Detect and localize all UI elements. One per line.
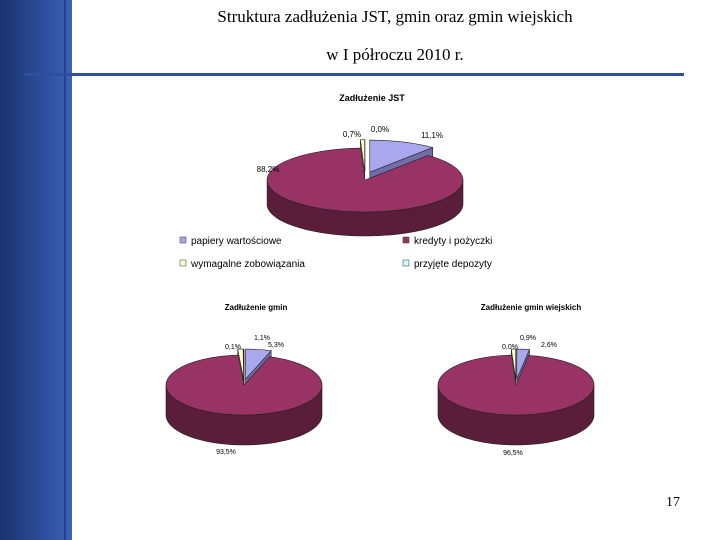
data-label: 0,1% (225, 344, 241, 351)
data-label: 0,0% (370, 125, 390, 134)
data-label: 0,0% (502, 344, 518, 351)
legend (180, 236, 492, 270)
legend-label-wymagalne: wymagalne zobowiązania (191, 259, 305, 270)
legend-label-papiery: papiery wartościowe (191, 236, 282, 247)
data-label: 88,2% (256, 165, 280, 174)
legend-swatch-wymagalne (180, 260, 186, 266)
data-label: 0,7% (342, 130, 362, 139)
pie-gmin (166, 349, 322, 445)
data-label: 11,1% (420, 131, 444, 140)
data-label: 1,1% (254, 335, 270, 342)
legend-swatch-papiery (180, 237, 186, 243)
chart-title: Zadłużenie gmin wiejskich (480, 303, 582, 312)
chart-title: Zadłużenie JST (339, 93, 405, 103)
data-label: 93,5% (216, 449, 236, 456)
chart-title: Zadłużenie gmin (224, 303, 288, 312)
data-label: 5,3% (268, 342, 284, 349)
legend-label-kredyty: kredyty i pożyczki (414, 236, 493, 247)
data-label: 0,9% (520, 335, 536, 342)
pie-jst (267, 140, 463, 236)
data-label: 96,5% (503, 450, 523, 457)
slide-subtitle: w I półroczu 2010 r. (326, 45, 464, 64)
data-label: 2,6% (541, 342, 557, 349)
legend-swatch-kredyty (403, 237, 409, 243)
legend-swatch-depozyty (403, 260, 409, 266)
page-number: 17 (666, 495, 680, 510)
pie-gmin-wiejskich (438, 349, 594, 445)
slide-title: Struktura zadłużenia JST, gmin oraz gmin wiejskich (217, 7, 573, 26)
legend-label-depozyty: przyjęte depozyty (414, 259, 492, 270)
